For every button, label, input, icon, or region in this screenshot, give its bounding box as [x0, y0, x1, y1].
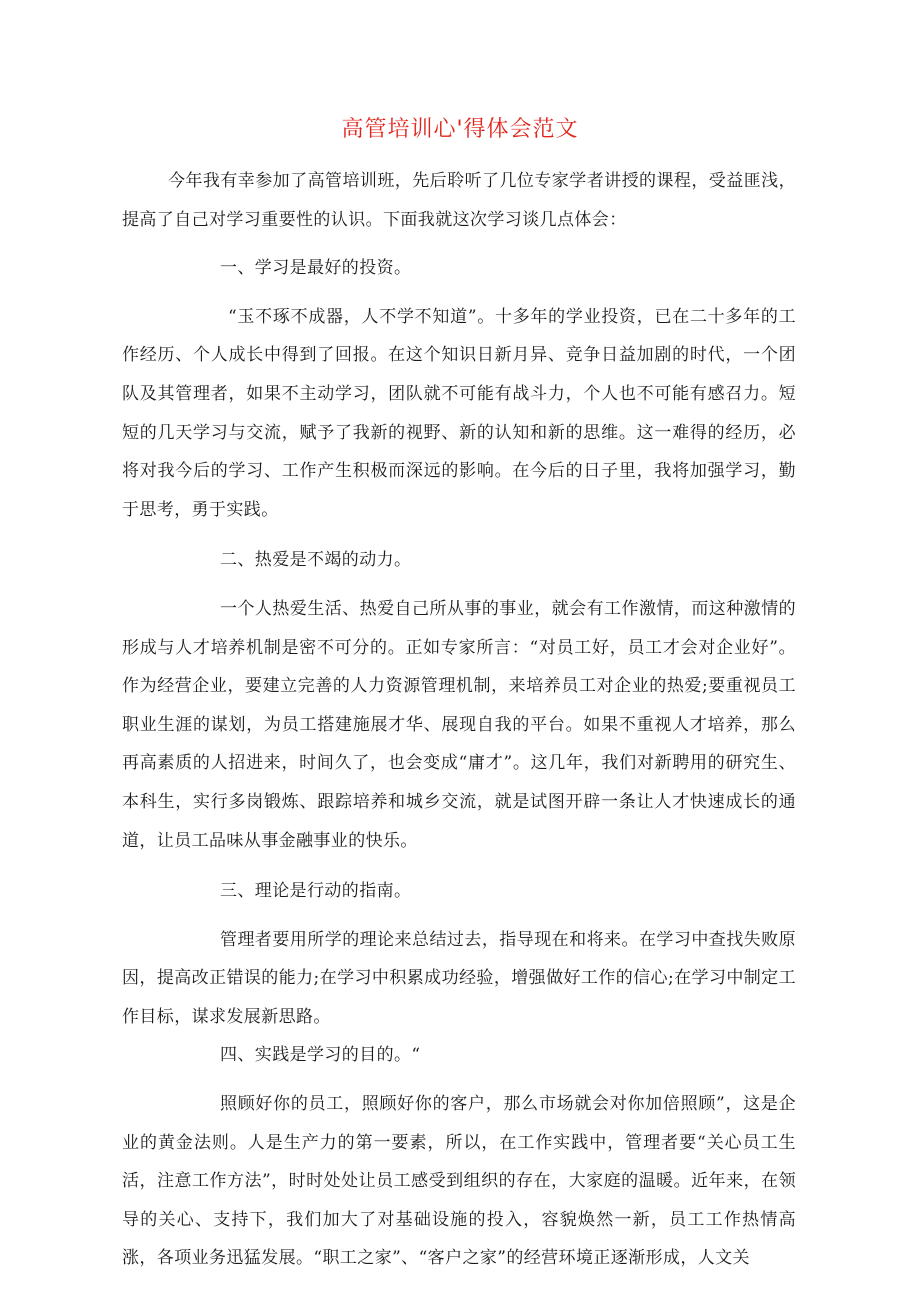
section-heading-3: 三、理论是行动的指南。 [220, 881, 412, 902]
section-heading-4: 四、实践是学习的目的。“ [220, 1045, 421, 1066]
document-body [122, 162, 796, 1278]
section-3-paragraph: 管理者要用所学的理论来总结过去，指导现在和将来。在学习中查找失败原因，提高改正错误的能力;在学习中积累成功经验，增强做好工作的信心;在学习中制定工作目标，谋求发展新思路。 [122, 929, 796, 1027]
intro-paragraph: 今年我有幸参加了高管培训班，先后聆听了几位专家学者讲授的课程，受益匪浅，提高了自己对学习重要性的认识。下面我就这次学习谈几点体会： [122, 171, 796, 230]
section-4-paragraph: 照顾好你的员工，照顾好你的客户，那么市场就会对你加倍照顾”，这是企业的黄金法则。人是生产力的第一要素，所以，在工作实践中，管理者要“关心员工生活，注意工作方法”，时时处处让员工感受到组织的存在，大家庭的温暖。近年来，在领导的关心、支持下，我们加大了对基础设施的投入，容貌焕然一新，员工工作热情高涨，各项业务迅猛发展。“职工之家”、“客户之家”的经营环境正逐渐形成，人文关 [122, 1094, 796, 1269]
section-heading-1: 一、学习是最好的投资。 [220, 258, 412, 279]
document-title: 高管培训心'得体会范文 [341, 117, 579, 142]
section-heading-2: 二、热爱是不竭的动力。 [220, 550, 412, 571]
section-1-paragraph: “玉不琢不成器，人不学不知道”。十多年的学业投资，已在二十多年的工作经历、个人成长中得到了回报。在这个知识日新月异、竞争日益加剧的时代，一个团队及其管理者，如果不主动学习，团队就不可能有战斗力，个人也不可能有感召力。短短的几天学习与交流，赋予了我新的视野、新的认知和新的思维。这一难得的经历，必将对我今后的学习、工作产生积极而深远的影响。在今后的日子里，我将加强学习，勤于思考，勇于实践。 [122, 306, 796, 520]
section-2-paragraph: 一个人热爱生活、热爱自己所从事的事业，就会有工作激情，而这种激情的形成与人才培养机制是密不可分的。正如专家所言：“对员工好，员工才会对企业好”。作为经营企业，要建立完善的人力资源管理机制，来培养员工对企业的热爱;要重视员工职业生涯的谋划，为员工搭建施展才华、展现自我的平台。如果不重视人才培养，那么再高素质的人招进来，时间久了，也会变成“庸才”。这几年，我们对新聘用的研究生、本科生，实行多岗锻炼、跟踪培养和城乡交流，就是试图开辟一条让人才快速成长的通道，让员工品味从事金融事业的快乐。 [122, 598, 796, 851]
